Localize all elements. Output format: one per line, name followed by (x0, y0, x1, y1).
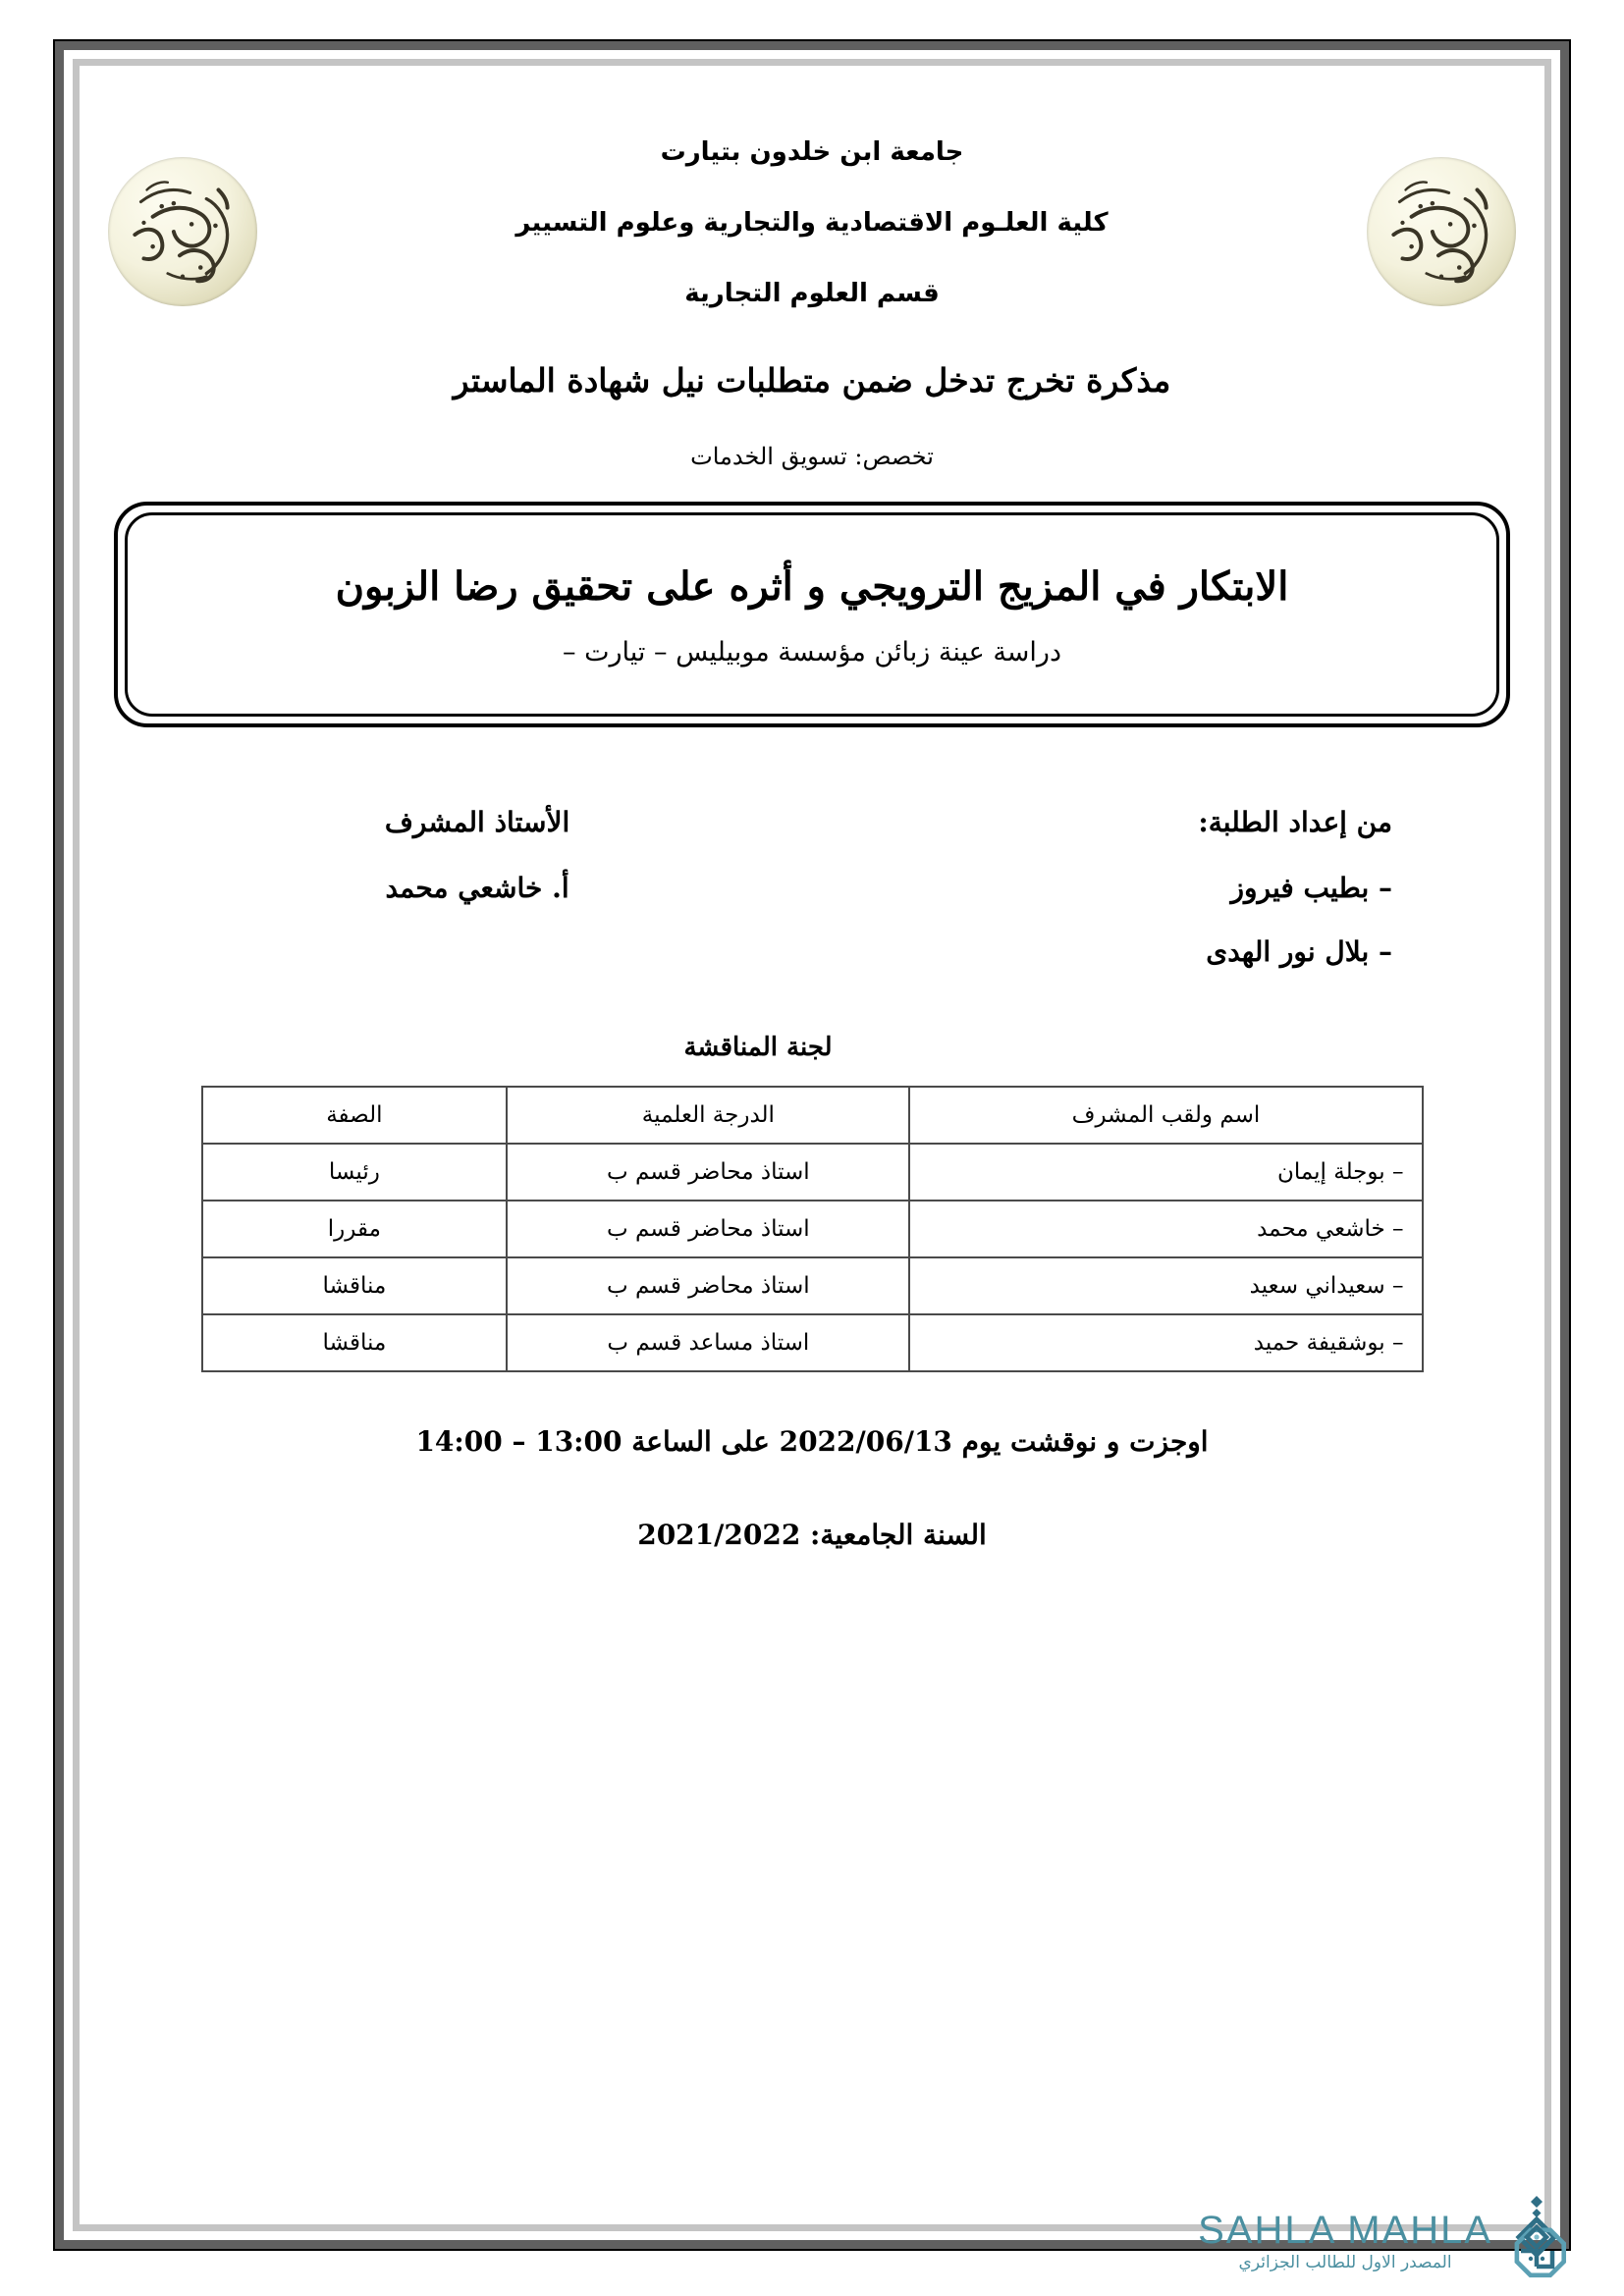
page-content (88, 69, 1536, 2227)
jury-table (201, 1086, 1424, 1372)
jury-member-name: – بوشقيفة حميد (909, 1314, 1422, 1371)
jury-member-name: – سعيداني سعيد (909, 1257, 1422, 1314)
title-box (108, 496, 1516, 733)
jury-heading: لجنة المناقشة (683, 1033, 833, 1063)
supervisor-column (143, 806, 772, 999)
university-seal-icon-left (108, 157, 257, 306)
header-text-lines (370, 139, 1254, 306)
jury-member-role: مناقشا (202, 1257, 508, 1314)
people-section (88, 806, 1536, 999)
jury-member-role: رئيسا (202, 1144, 508, 1201)
jury-member-grade: استاذ مساعد قسم ب (507, 1314, 909, 1371)
watermark-title: SAHLA MAHLA (1198, 2209, 1492, 2252)
university-seal-icon-right (1367, 157, 1516, 306)
supervisor-name: أ. خاشعي محمد (385, 872, 569, 905)
defense-date-line: اوجزت و نوقشت يوم 2022/06/13 على الساعة 13:00 – 14:00 (415, 1425, 1209, 1459)
academic-year-line: السنة الجامعية: 2021/2022 (637, 1519, 987, 1552)
jury-column-header-role: الصفة (202, 1087, 508, 1144)
jury-table-header-row (202, 1087, 1423, 1144)
jury-member-grade: استاذ محاضر قسم ب (507, 1257, 909, 1314)
jury-member-role: مناقشا (202, 1314, 508, 1371)
thesis-subtitle: دراسة عينة زبائن مؤسسة موبيليس – تيارت – (563, 637, 1061, 667)
specialty-line: تخصص: تسويق الخدمات (690, 443, 934, 470)
table-row (202, 1144, 1423, 1201)
jury-column-header-grade: الدرجة العلمية (507, 1087, 909, 1144)
sahla-mahla-watermark (1198, 2194, 1573, 2288)
watermark-text (1198, 2210, 1492, 2272)
title-box-outer-border (114, 502, 1510, 727)
jury-member-name: – بوجلة إيمان (909, 1144, 1422, 1201)
title-box-inner-border (125, 512, 1499, 717)
student-name-2: – بلال نور الهدى (1206, 935, 1392, 969)
table-row (202, 1257, 1423, 1314)
students-column (852, 806, 1481, 999)
student-name-1: – بطيب فيروز (1230, 872, 1392, 905)
university-name: جامعة ابن خلدون بتيارت (660, 137, 964, 167)
jury-member-role: مقررا (202, 1201, 508, 1257)
sahla-mahla-logo-icon (1500, 2194, 1573, 2288)
table-row (202, 1314, 1423, 1371)
jury-column-header-name: اسم ولقب المشرف (909, 1087, 1422, 1144)
department-name: قسم العلوم التجارية (684, 279, 940, 308)
supervisor-heading: الأستاذ المشرف (384, 806, 570, 839)
thesis-title: الابتكار في المزيج الترويجي و أثره على تحقيق رضا الزبون (335, 563, 1289, 610)
header-block (88, 139, 1536, 306)
degree-statement: مذكرة تخرج تدخل ضمن متطلبات نيل شهادة الماستر (453, 361, 1171, 400)
jury-member-grade: استاذ محاضر قسم ب (507, 1144, 909, 1201)
watermark-subtitle: المصدر الاول للطالب الجزائري (1238, 2253, 1452, 2272)
jury-member-grade: استاذ محاضر قسم ب (507, 1201, 909, 1257)
jury-member-name: – خاشعي محمد (909, 1201, 1422, 1257)
faculty-name: كلية العلـوم الاقتصادية والتجارية وعلوم التسيير (515, 208, 1109, 238)
students-heading: من إعداد الطلبة: (1198, 806, 1392, 839)
table-row (202, 1201, 1423, 1257)
